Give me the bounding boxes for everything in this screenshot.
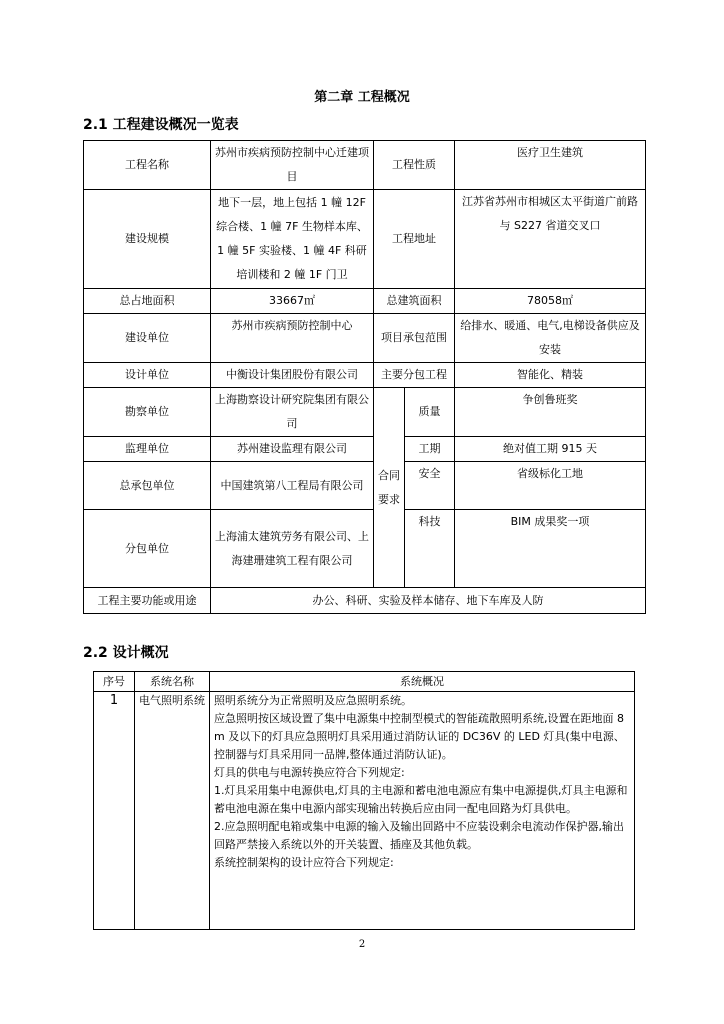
system-overview xyxy=(210,692,635,930)
value-project-nature: 医疗卫生建筑 xyxy=(455,141,646,190)
section-title-overview: 2.1 工程建设概况一览表 xyxy=(83,117,239,133)
value-surveyor: 上海勘察设计研究院集团有限公司 xyxy=(211,388,374,437)
value-general-contractor: 中国建筑第八工程局有限公司 xyxy=(211,462,374,510)
table-row xyxy=(84,437,646,462)
value-main-subcontract: 智能化、精装 xyxy=(455,363,646,388)
table-row xyxy=(94,692,635,930)
label-duration: 工期 xyxy=(405,437,455,462)
value-duration: 绝对值工期 915 天 xyxy=(455,437,646,462)
value-subcontractor: 上海浦太建筑劳务有限公司、上海建珊建筑工程有限公司 xyxy=(211,510,374,588)
label-technology: 科技 xyxy=(405,510,455,588)
overview-table xyxy=(83,140,646,614)
paragraph: 照明系统分为正常照明及应急照明系统。 xyxy=(214,694,412,707)
label-subcontractor: 分包单位 xyxy=(84,510,211,588)
label-contract-requirements: 合同要求 xyxy=(374,388,405,588)
table-row xyxy=(94,672,635,692)
label-surveyor: 勘察单位 xyxy=(84,388,211,437)
label-land-area: 总占地面积 xyxy=(84,289,211,314)
value-technology: BIM 成果奖一项 xyxy=(455,510,646,588)
value-safety: 省级标化工地 xyxy=(455,462,646,510)
table-row xyxy=(84,363,646,388)
page-number: 2 xyxy=(358,939,366,950)
value-quality: 争创鲁班奖 xyxy=(455,388,646,437)
paragraph: 1.灯具采用集中电源供电,灯具的主电源和蓄电池电源应有集中电源提供,灯具主电源和蓄电池电源在集中电源内部实现输出转换后应由同一配电回路为灯具供电。 xyxy=(214,784,628,815)
label-general-contractor: 总承包单位 xyxy=(84,462,211,510)
table-row xyxy=(84,462,646,510)
label-project-nature: 工程性质 xyxy=(374,141,455,190)
design-table xyxy=(93,671,635,930)
label-quality: 质量 xyxy=(405,388,455,437)
value-scale: 地下一层，地上包括 1 幢 12F 综合楼、1 幢 7F 生物样本库、1 幢 5F 实验楼、1 幢 4F 科研培训楼和 2 幢 1F 门卫 xyxy=(211,190,374,289)
value-designer: 中衡设计集团股份有限公司 xyxy=(211,363,374,388)
value-contract-scope: 给排水、暖通、电气,电梯设备供应及安装 xyxy=(455,314,646,363)
value-address: 江苏省苏州市相城区太平街道广前路与 S227 省道交叉口 xyxy=(455,190,646,289)
label-contract-scope: 项目承包范围 xyxy=(374,314,455,363)
chapter-title: 第二章 工程概况 xyxy=(314,90,410,105)
table-row xyxy=(84,588,646,614)
table-row xyxy=(84,388,646,437)
label-owner: 建设单位 xyxy=(84,314,211,363)
table-row xyxy=(84,314,646,363)
value-building-area: 78058㎡ xyxy=(455,289,646,314)
value-project-name: 苏州市疾病预防控制中心迁建项目 xyxy=(211,141,374,190)
label-address: 工程地址 xyxy=(374,190,455,289)
label-project-name: 工程名称 xyxy=(84,141,211,190)
label-main-function: 工程主要功能或用途 xyxy=(84,588,211,614)
row-number: 1 xyxy=(94,692,135,930)
value-owner: 苏州市疾病预防控制中心 xyxy=(211,314,374,363)
header-system-name: 系统名称 xyxy=(135,672,210,692)
table-row xyxy=(84,190,646,289)
paragraph: 灯具的供电与电源转换应符合下列规定: xyxy=(214,766,405,779)
label-main-subcontract: 主要分包工程 xyxy=(374,363,455,388)
label-supervisor: 监理单位 xyxy=(84,437,211,462)
system-name: 电气照明系统 xyxy=(135,692,210,930)
label-safety: 安全 xyxy=(405,462,455,510)
header-no: 序号 xyxy=(94,672,135,692)
header-system-overview: 系统概况 xyxy=(210,672,635,692)
value-supervisor: 苏州建设监理有限公司 xyxy=(211,437,374,462)
paragraph: 应急照明按区域设置了集中电源集中控制型模式的智能疏散照明系统,设置在距地面 8 m 及以下的灯具应急照明灯具采用通过消防认证的 DC36V 的 LED 灯具(集中电源、控制器与灯具采用同一品牌,整体通过消防认证)。 xyxy=(214,712,625,761)
table-row xyxy=(84,510,646,588)
value-land-area: 33667㎡ xyxy=(211,289,374,314)
table-row xyxy=(84,141,646,190)
label-building-area: 总建筑面积 xyxy=(374,289,455,314)
label-designer: 设计单位 xyxy=(84,363,211,388)
value-main-function: 办公、科研、实验及样本储存、地下车库及人防 xyxy=(211,588,646,614)
paragraph: 2.应急照明配电箱或集中电源的输入及输出回路中不应装设剩余电流动作保护器,输出回路严禁接入系统以外的开关装置、插座及其他负载。 xyxy=(214,820,624,851)
label-scale: 建设规模 xyxy=(84,190,211,289)
section-title-design: 2.2 设计概况 xyxy=(83,645,169,661)
paragraph: 系统控制架构的设计应符合下列规定: xyxy=(214,856,394,869)
table-row xyxy=(84,289,646,314)
